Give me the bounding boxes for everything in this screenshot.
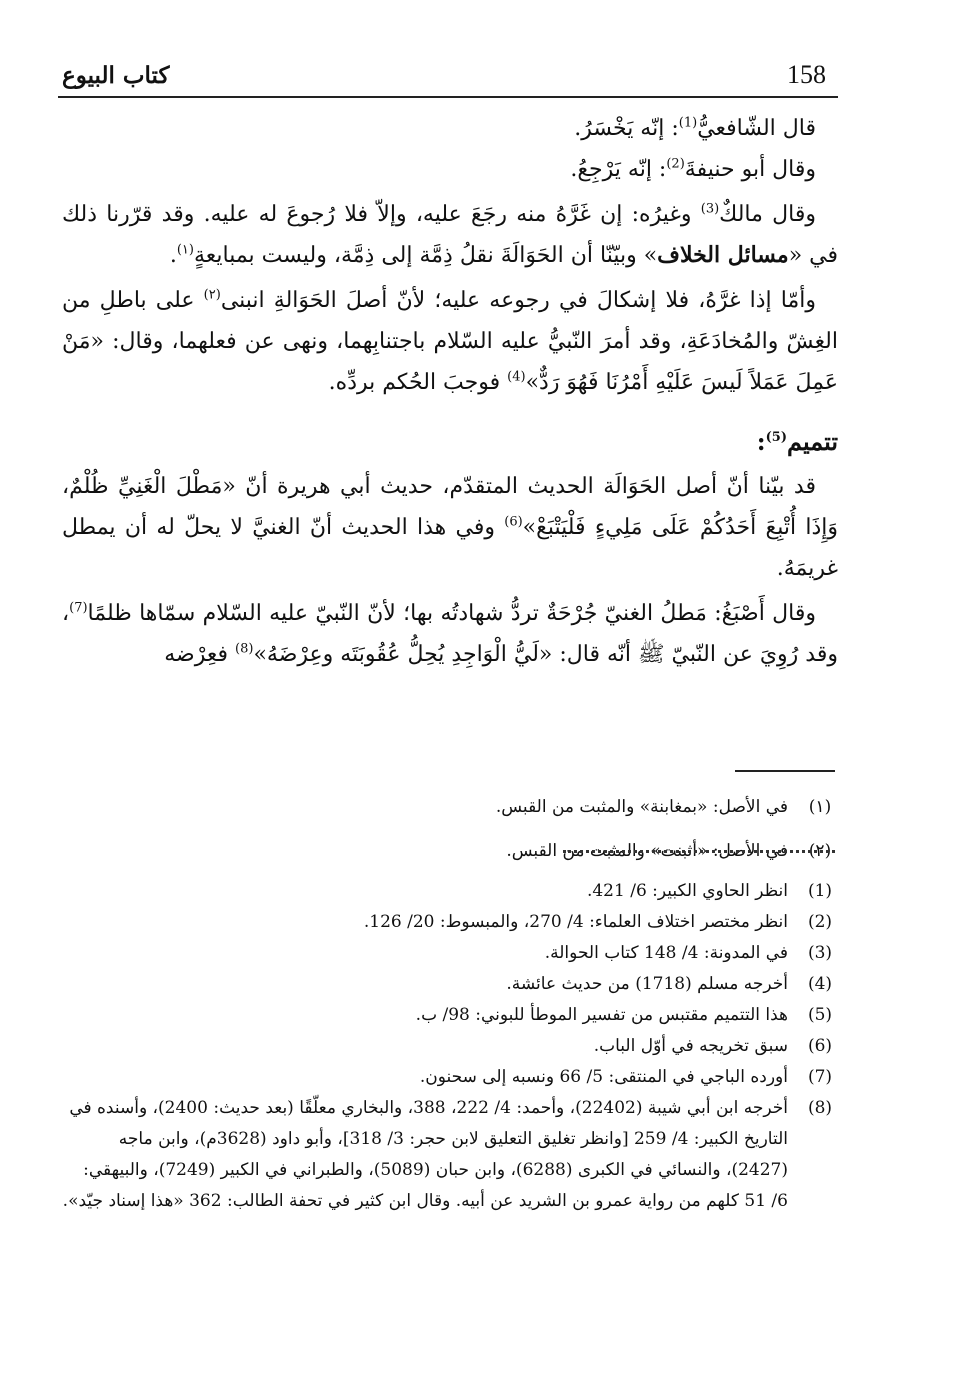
footnote-item: (5) هذا التتميم مقتبس من تفسير الموطأ للبوني: 98/ ب.: [415, 1005, 833, 1025]
cited-book-title: مسائل الخلاف: [657, 242, 789, 268]
footnote-ref: (5): [765, 430, 787, 445]
footnote-separator-dots: [563, 850, 835, 853]
footnote-ref: (2): [666, 156, 685, 172]
footnote-ref: (8): [235, 641, 254, 657]
footnote-item: (٢) في الأصل: «أثبنت» والمثبت من القبس.: [506, 841, 832, 861]
footnote-item: (1) انظر الحاوي الكبير: 6/ 421.: [586, 881, 833, 901]
editor-footnotes: [62, 876, 838, 1217]
footnote-item: (١) في الأصل: «بمغابنة» والمثبت من القبس.: [495, 797, 832, 817]
paragraph-3: وقال مالكٌ$^{(3)}$ وغيرُه: إن غَرَّهُ منه رجَعَ عليه، وإلاّ فلا رُجوعَ له عليه. وقد قرّرنا ذلك في «مسائل الخلاف» وبيّنّا أن الحَوَالَةَ نقلُ ذِمَّة إلى ذِمَّة، وليست بمبايعةٍ$^{(١)}$.: [62, 201, 838, 268]
paragraph-4: وأمّا إذا غرَّهُ، فلا إشكالَ في رجوعه عليه؛ لأنّ أصلَ الحَوَالةِ انبنى$^{(٢)}$ على باطلِ من الغِشّ والمُخادَعَةِ، وقد أمرَ النّبيُّ عليه السّلام باجتنابِهما، ونهى عن فعلهما، وقال: «مَنْ عَمِلَ عَمَلاً لَيسَ عَلَيْهِ أَمْرُنَا فَهُوَ رَدٌّ»$^{(4)}$ فوجبَ الحُكم بردِّه.: [62, 287, 838, 395]
paragraph-1: قال الشّافعيُّ$^{(1)}$: إنّه يَخْسَرُ.: [574, 115, 816, 141]
footnote-item: (6) سبق تخريجه في أوّل الباب.: [593, 1036, 833, 1056]
footnote-item: (7) أورده الباجي في المنتقى: 5/ 66 ونسبه إلى سحنون.: [419, 1067, 833, 1087]
footnote-item: (2) انظر مختصر اختلاف العلماء: 4/ 270، والمبسوط: 20/ 126.: [363, 912, 833, 932]
footnote-ref: (7): [69, 600, 88, 616]
footnote-ref: (4): [507, 369, 526, 385]
main-text: [62, 108, 838, 675]
paragraph-6: وقال أَصْبَغُ: مَطلُ الغنيّ جُرْحَةٌ تردُّ شهادتُه بها؛ لأنّ النّبيّ عليه السّلام سمّاها ظلمًا$^{(7)}$، وقد رُوِيَ عن النّبيّ ﷺ أنّه قال: «لَيُّ الْوَاجِدِ يُحِلُّ عُقُوبَتَه وعِرْضَهُ»$^{(8)}$ فعِرْضه: [62, 600, 838, 667]
page-number: 158: [787, 60, 826, 89]
footnote-ref: (1): [678, 115, 698, 131]
running-title: كتاب البيوع: [62, 62, 170, 89]
page-header: [62, 58, 838, 94]
footnote-ref: (١): [176, 242, 194, 258]
header-rule: [58, 96, 838, 98]
paragraph-5: قد بيّنا أنّ أصل الحَوَالَة الحديث المتقدّم، حديث أبي هريرة أنّ «مَطْلَ الْغَنِيِّ ظُلْمٌ، وَإِذَا أُتْبِعَ أَحَدُكُمْ عَلَى مَلِيءٍ فَلْيَتْبَعْ»$^{(6)}$ وفي هذا الحديث أنّ الغنيَّ لا يحلّ له أن يمطل غريمَهُ.: [62, 474, 838, 581]
footnote-item: (4) أخرجه مسلم (1718) من حديث عائشة.: [506, 974, 833, 994]
footnote-ref: (3): [700, 201, 720, 217]
footnote-item: (3) في المدونة: 4/ 148 كتاب الحوالة.: [544, 943, 833, 963]
footnote-rule: [735, 770, 835, 772]
footnote-item: (8) أخرجه ابن أبي شيبة (22402)، وأحمد: 4/ 222، 388، والبخاري معلّقًا (بعد حديث: 2400)، وأسنده في التاريخ الكبير: 4/ 259 [وانظر تغليق التعليق لابن حجر: 3/ 318]، وأبو داود (3628م)، وابن ماجه (2427)، والنسائي في الكبرى (6288)، وابن حبان (5089)، والطبراني في الكبير (7249)، والبيهقي: 6/ 51 كلهم من رواية عمرو بن الشريد عن أبيه. وقال ابن كثير في تحفة الطالب: 362 «هذا إسناد جيّد».: [62, 1098, 833, 1211]
section-heading: تتميم$^{(5)}$:: [756, 427, 838, 456]
paragraph-2: وقال أبو حنيفةَ$^{(2)}$: إنّه يَرْجِعُ.: [570, 156, 816, 182]
footnote-ref: (6): [504, 514, 523, 530]
footnote-ref: (٢): [203, 287, 221, 303]
manuscript-footnotes: [62, 785, 838, 873]
